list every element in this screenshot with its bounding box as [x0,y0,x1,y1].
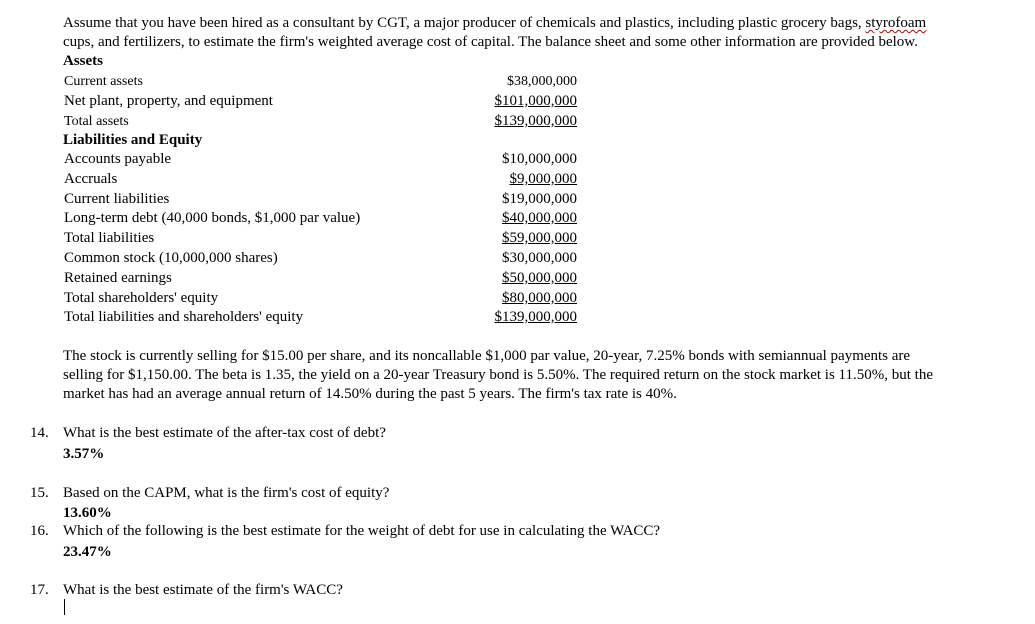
row-value: $139,000,000 [494,113,577,129]
row-label: Long-term debt (40,000 bonds, $1,000 par value) [64,210,361,226]
question-text: What is the best estimate of the firm's WACC? [63,582,343,598]
assets-heading: Assets [63,53,103,69]
info-line-2: selling for $1,150.00. The beta is 1.35, the yield on a 20-year Treasury bond is 5.50%. The required return on the stock market is 11.50%, but the [63,367,933,383]
row-label: Common stock (10,000,000 shares) [64,250,278,266]
text-cursor [64,599,65,615]
answer-text[interactable]: 13.60% [63,505,112,521]
row-value: $38,000,000 [507,74,577,89]
question-text: Based on the CAPM, what is the firm's cost of equity? [63,485,390,501]
question-number: 14. [30,425,49,441]
row-value: $101,000,000 [494,93,577,109]
intro-line-1 [63,14,926,33]
intro-text: Assume that you have been hired as a consultant by CGT, a major producer of chemicals and plastics, including plastic grocery bags, [63,15,866,31]
row-value: $40,000,000 [502,210,577,226]
row-value: $59,000,000 [502,230,577,246]
question-number: 15. [30,485,49,501]
row-value: $19,000,000 [502,191,577,207]
row-label: Total liabilities and shareholders' equity [64,309,304,325]
row-value: $50,000,000 [502,270,577,286]
row-label: Total shareholders' equity [64,290,219,306]
question-text: Which of the following is the best estimate for the weight of debt for use in calculating the WACC? [63,523,661,539]
row-label: Current assets [64,74,143,89]
row-value: $9,000,000 [509,171,577,187]
row-value: $80,000,000 [502,290,577,306]
answer-text[interactable]: 3.57% [63,446,105,462]
row-label: Total liabilities [64,230,155,246]
info-line-1: The stock is currently selling for $15.00 per share, and its noncallable $1,000 par value, 20-year, 7.25% bonds with semiannual payments are [63,348,911,364]
spellcheck-word[interactable]: styrofoam [865,15,927,31]
row-label: Current liabilities [64,191,170,207]
question-number: 17. [30,582,49,598]
row-value: $30,000,000 [502,250,577,266]
row-label: Net plant, property, and equipment [64,93,273,109]
answer-text[interactable]: 23.47% [63,544,112,560]
info-line-3: market has had an average annual return of 14.50% during the past 5 years. The firm's tax rate is 40%. [63,386,677,402]
row-label: Accruals [64,171,118,187]
question-text: What is the best estimate of the after-tax cost of debt? [63,425,386,441]
row-label: Accounts payable [64,151,172,167]
row-label: Total assets [64,114,129,129]
row-value: $10,000,000 [502,151,577,167]
row-label: Retained earnings [64,270,172,286]
liabilities-heading: Liabilities and Equity [63,132,203,148]
row-value: $139,000,000 [494,309,577,325]
question-number: 16. [30,523,49,539]
intro-line-2: cups, and fertilizers, to estimate the firm's weighted average cost of capital. The balance sheet and some other information are provided below. [63,34,918,50]
